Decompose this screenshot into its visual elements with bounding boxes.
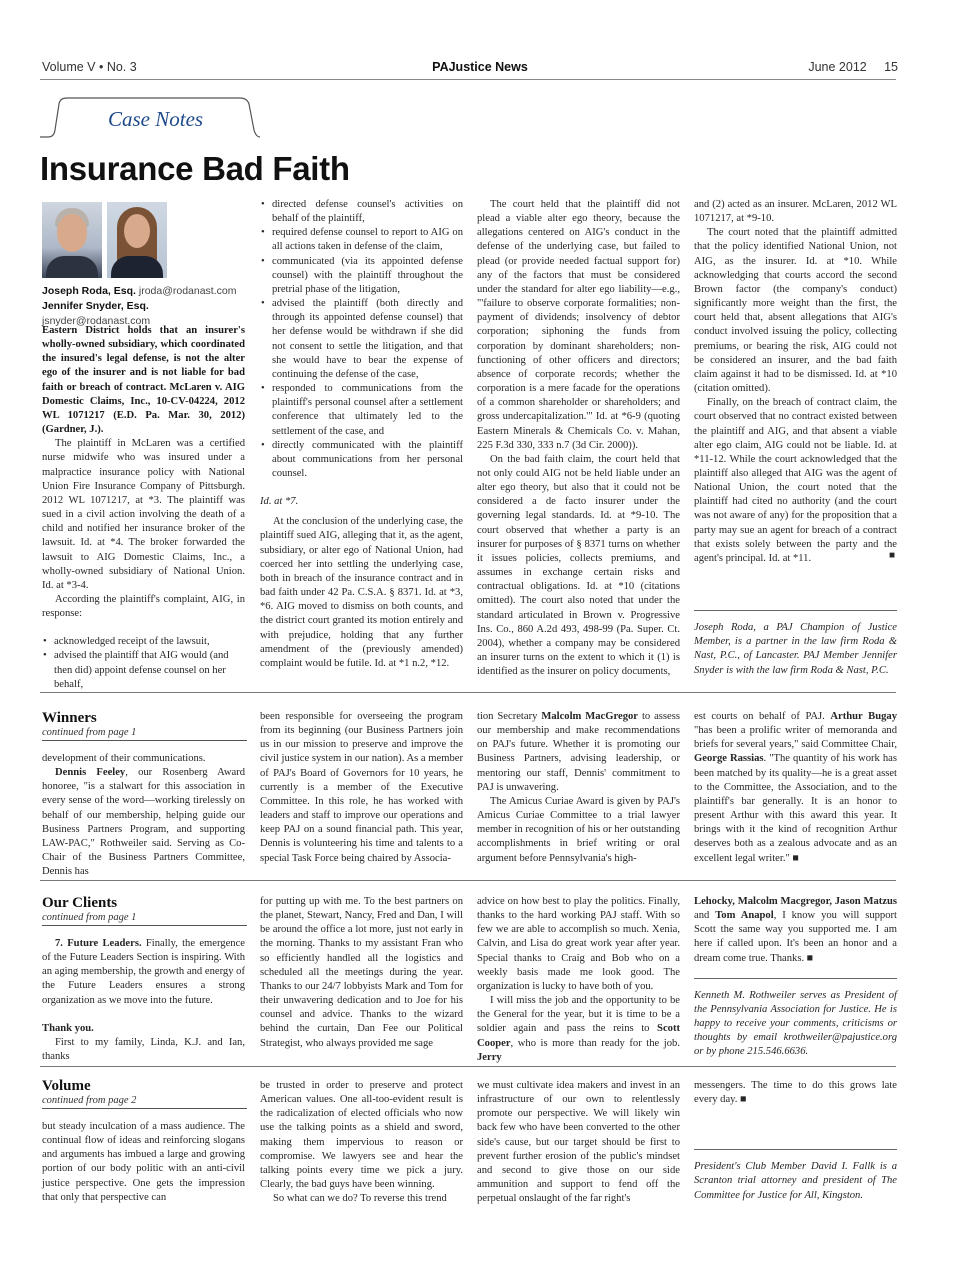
paragraph: be trusted in order to preserve and protect American values. One all-too-evident result is the radicalization of elected officials who now use the talking points as a shield and sword, making them impervious to reason or compromise. We lawyers see and hear the talking points every time we pick a jury. Clearly, the bad guys have been winning. <box>260 1080 463 1191</box>
issue-date-page: June 2012 15 <box>808 60 898 74</box>
person-name: Arthur Bugay <box>830 711 897 722</box>
bio-rule <box>694 610 897 611</box>
paragraph-text: to assess our membership and make recommendations on PAJ's future. Whether it is promoting our Business Partners, advising leadership, or mentoring our staff, Dennis' commitment to PAJ is unwavering. <box>477 711 680 793</box>
header-rule <box>40 79 896 80</box>
paragraph-text: "has been a prolific writer of memoranda and briefs for several years," said Committee Chair, <box>694 725 897 751</box>
paragraph <box>694 710 897 866</box>
author-photo-snyder <box>107 202 167 278</box>
case-notes-column-3 <box>477 198 680 679</box>
volume-column-1 <box>42 1120 245 1205</box>
winners-column-2 <box>260 710 463 866</box>
paragraph: advice on how best to play the politics. Finally, thanks to the hard working PAJ staff. With so few we are able to accomplish so much. Xenia, Calvin, and Lisa do great work year after year. Special thanks to Craig and Bob who on a weekly basis made me look good. The organization is lucky to have both of you. <box>477 896 680 992</box>
paragraph: Finally, on the breach of contract claim, the court observed that no contract existed between the plaintiff and AIG, and that absent a viable alter ego claim, AIG could not be liable. Id. at *11-12. While the court acknowledged that the plaintiff also alleged that AIG was the agent of National Union, the court noted that the plaintiff had cited no authority (and the court was not aware of any) for the proposition that a party may sue an agent for breach of a contract that exists solely between the party and the agent's principal. Id. at *11. <box>694 397 897 564</box>
paragraph: At the conclusion of the underlying case, the plaintiff sued AIG, alleging that it, as the agent, subsidiary, or alter ego of National Union, had coerced her into settling the underlying case, both in breach of the insurance contract and in bad faith under 42 Pa. C.S.A. § 8371. Id. at *3, *6. AIG moved to dismiss on both counts, and the district court granted its motion entirely and with prejudice, holding that any further amendment of the (previously amended) complaint would be futile. Id. at *1 n.2, *12. <box>260 516 463 669</box>
author-credits <box>42 284 252 329</box>
person-name: Lehocky, Malcolm Macgregor, Jason Matzus <box>694 896 897 907</box>
winners-column-4 <box>694 710 897 866</box>
paragraph-text: . "The quantity of his work has been matched by its quality—he is a great asset to the Committee, the Association, and to the plaintiff's bar generally. It is an honor to present Arthur with this award this year. It brings with it the kind of recognition Arthur deserves both as a zealous advocate and as an excellent legal writer." <box>694 753 897 864</box>
list-item: • responded to communications from the plaintiff's personal counsel after a settlement conference that ultimately led to the settlement of the case, and <box>260 382 463 439</box>
subheading: 7. Future Leaders. <box>55 938 142 949</box>
bullet-list <box>42 635 245 692</box>
paragraph: The Amicus Curiae Award is given by PAJ's Amicus Curiae Committee to a trial lawyer member in recognition of his or her outstanding accomplishments in brief writing or oral argument before Pennsylvania's high- <box>477 795 680 864</box>
section-title-clients: Our Clients <box>42 895 118 911</box>
paragraph-text: , who is more than ready for the job. <box>510 1037 680 1049</box>
bio-rule <box>694 1149 897 1150</box>
paragraph: First to my family, Linda, K.J. and Ian, thanks <box>42 1036 245 1063</box>
end-mark: ■ <box>792 852 799 864</box>
section-title-volume: Volume <box>42 1078 91 1094</box>
author-bio: Joseph Roda, a PAJ Champion of Justice Member, is a partner in the law firm Roda & Nast, P.C., of Lancaster. PAJ Member Jennifer Snyder is with the law firm Roda & Nast, P.C. <box>694 622 897 676</box>
person-name: Malcolm MacGregor <box>541 711 639 722</box>
author-bio: President's Club Member David I. Fallk is a Scranton trial attorney and president of The Committee for Justice for All, Kingston. <box>694 1161 897 1201</box>
list-item: • communicated (via its appointed defense counsel) with the plaintiff throughout the pretrial phase of the litigation, <box>260 255 463 297</box>
end-mark: ■ <box>888 550 895 561</box>
volume-column-4 <box>694 1079 897 1203</box>
paragraph <box>42 766 245 879</box>
paragraph <box>694 895 897 966</box>
list-item: • directly communicated with the plaintiff about communications from her personal counsel. <box>260 439 463 481</box>
case-notes-column-4 <box>694 198 897 678</box>
paragraph: development of their communications. <box>42 753 206 764</box>
list-item: • advised the plaintiff (both directly and through its appointed defense counsel) that her defense would be withdrawn if she did not consent to settle the litigation, and that she would have to bear the expense of continuing the defense of the case, <box>260 297 463 382</box>
paragraph: The court held that the plaintiff did not plead a viable alter ego theory, because the allegations centered on AIG's conduct in the defense of the underlying case, but failed to plead (or provide needed factual support for) any of the factors that must be considered under the standard for alter ego liability—e.g., "'failure to observe corporate formalities; non-payment of dividends; insolvency of debtor corporation; siphoning the funds from corporation by dominant shareholders; non-functioning of other officers and directors; absence of corporate records; whether the corporation is a mere facade for the operations of a common shareholder or shareholders; and gross undercapitalization.'" Id. at *6-9 (quoting Eastern Minerals & Chemicals Co. v. Mahan, 225 F.3d 330, 333 n.7 (3d Cir. 2000)). <box>477 199 680 451</box>
author-2-email[interactable]: jsnyder@rodanast.com <box>42 315 151 327</box>
paragraph: So what can we do? To reverse this trend <box>273 1193 447 1205</box>
article-title: Insurance Bad Faith <box>40 150 350 187</box>
section-divider <box>40 880 896 881</box>
case-notes-column-2 <box>260 198 463 671</box>
paragraph-text: messengers. The time to do this grows late every day. <box>694 1080 897 1106</box>
bullet-list <box>260 198 463 481</box>
author-1-email[interactable]: jroda@rodanast.com <box>138 285 237 297</box>
clients-column-3 <box>477 895 680 1065</box>
paragraph: and (2) acted as an insurer. McLaren, 2012 WL 1071217, at *9-10. <box>694 199 897 225</box>
paragraph: been responsible for overseeing the program from its beginning (our Business Partners join us in our mission to preserve and improve the civil justice system in our nation). As a member of PAJ's Board of Governors for 10 years, he currently is a member of the Executive Committee. In this role, he has worked with leaders and staff to improve our operations and keep PAJ on a sound financial path. This year, Dennis is volunteering his time and talents to a special Task Force being chaired by Associa- <box>260 711 463 864</box>
winners-column-3 <box>477 710 680 866</box>
continued-label[interactable]: continued from page 1 <box>42 912 247 926</box>
person-name: Jerry <box>477 1051 502 1063</box>
list-item: • acknowledged receipt of the lawsuit, <box>42 635 245 649</box>
paragraph <box>477 994 680 1065</box>
paragraph <box>42 937 245 1008</box>
list-item: • advised the plaintiff that AIG would (and then did) appoint defense counsel on her behalf, <box>42 649 245 691</box>
paragraph-text: I will miss the job and the opportunity to be the General for the year, but it is time to be a soldier again and pass the reins to <box>477 995 680 1035</box>
issue-volume: Volume V • No. 3 <box>42 60 137 74</box>
section-divider <box>40 1066 896 1067</box>
paragraph <box>694 1079 897 1107</box>
clients-column-4 <box>694 895 897 1060</box>
volume-column-3 <box>477 1079 680 1206</box>
person-name: George Rassias <box>694 753 764 765</box>
paragraph: but steady inculcation of a mass audience. The continual flow of ideas and reinforcing slogans and arguments has imbued a large and growing portion of our body politic with an anti-civil justice perspective. One gets the impression that only that perspective can <box>42 1121 245 1203</box>
continued-label[interactable]: continued from page 1 <box>42 727 247 741</box>
clients-column-2 <box>260 895 463 1051</box>
paragraph: According the plaintiff's complaint, AIG, in response: <box>42 593 245 620</box>
section-title-winners: Winners <box>42 710 97 726</box>
winners-column-1 <box>42 752 245 879</box>
paragraph: we must cultivate idea makers and invest in an infrastructure of our own to relentlessly promote our perspective. We will likely win back few who have been converted to the other side's cause, but our target should be first to prevent further erosion of the public's mindset and second to give those on our side ammunition and support to fend off the perpetual onslaught of the far right's <box>477 1080 680 1205</box>
person-name: Scott Cooper <box>477 1023 680 1049</box>
paragraph <box>477 710 680 795</box>
end-mark: ■ <box>806 952 814 964</box>
publication-name: PAJustice News <box>432 60 528 74</box>
list-item: • directed defense counsel's activities on behalf of the plaintiff, <box>260 198 463 226</box>
paragraph: On the bad faith claim, the court held that not only could AIG not be held liable under an alter ego theory, but also that it could not be considered a de facto insurer under the governing legal standards. Id. at *9-10. The court observed that whether a party is an insurer for purposes of § 8371 turns on whether it issues policies, collects premiums, and assumes in exchange certain risks and contractual obligations. Id. at *10 (citations omitted). The court also noted that under the standard articulated in Brown v. Progressive Ins. Co., 860 A.2d 493, 498-99 (Pa. Super. Ct. 2004), whether a company may be considered an insurer turns on the extent to which it (1) is identified as the insurer on policy documents, <box>477 453 680 678</box>
paragraph-text: , our Rosenberg Award honoree, "is a stalwart for this association in every sense of the word—working tirelessly on behalf of our membership, helping guide our Business Partners Program, and supporting LAW-PAC," Rothweiler said. Serving as Co-Chair of the Business Partners Committee, Dennis has <box>42 767 245 878</box>
case-headnote: Eastern District holds that an insurer's wholly-owned subsidiary, which coordinated the insured's legal defense, is not the alter ego of the insurer and is not liable for bad faith or breach of contract. McLaren v. AIG Domestic Claims, Inc., 10-CV-04224, 2012 WL 1071217 (E.D. Pa. Mar. 30, 2012) (Gardner, J.). <box>42 325 245 436</box>
list-item: • required defense counsel to report to AIG on all actions taken in defense of the claim, <box>260 226 463 254</box>
paragraph: for putting up with me. To the best partners on the planet, Stewart, Nancy, Fred and Dan, I will be around the office a lot more, just not early in the morning. Thanks to my assistant Fran who so efficiently handled all the logistics and scheduled all the meetings during the year. Thanks to our 24/7 lobbyists Mark and Tom for their unwavering dedication and to Joe for his counsel and advice. Thanks to the wizard behind the curtain, Dan Fee our Political Strategist, who always provided me sage <box>260 896 463 1049</box>
end-mark: ■ <box>740 1094 747 1106</box>
citation: Id. at *7. <box>260 496 299 508</box>
case-notes-column-1 <box>42 324 245 692</box>
paragraph: The plaintiff in McLaren was a certified nurse midwife who was insured under a malpractice insurance policy with National Union Fire Insurance Company of Pittsburgh. 2012 WL 1071217, at *3. The plaintiff was sued in a civil action involving the death of a child and notified her insurance broker of the lawsuit. Id. at *4. The broker forwarded the lawsuit to AIG Domestic Claims, Inc., a wholly-owned subsidiary of National Union. Id. at *3-4. <box>42 438 245 591</box>
continued-label[interactable]: continued from page 2 <box>42 1095 247 1109</box>
paragraph-text: and <box>694 910 716 922</box>
volume-column-2 <box>260 1079 463 1206</box>
author-photo-roda <box>42 202 102 278</box>
section-divider <box>40 692 896 693</box>
paragraph-text: tion Secretary <box>477 711 542 722</box>
subheading-text: Thank you. <box>42 1022 94 1034</box>
person-name: Tom Anapol <box>715 910 774 922</box>
paragraph-text: est courts on behalf of PAJ. <box>694 711 831 722</box>
paragraph: The court noted that the plaintiff admitted that the policy identified National Union, not AIG, as the insurer. Id. at *10. While acknowledging that courts accord the second Brown factor (the company's conduct) significantly more weight than the first, the court held that, absent allegations that AIG's conduct involved issuing the policy, collecting premiums, or bearing the risk, AIG could not be considered an insurer, and the bad faith claim against it had to be dismissed. Id. at *10 (citation omitted). <box>694 227 897 395</box>
author-2-name: Jennifer Snyder, Esq. <box>42 300 149 312</box>
clients-column-1 <box>42 937 245 1064</box>
subheading <box>42 1022 245 1036</box>
paragraph-text: Finally, the emergence of the Future Leaders Section is inspiring. With an aging membership, the growth and energy of the Future Leaders ensures a strong organization as we move into the future. <box>42 938 246 1006</box>
bio-rule <box>694 978 897 979</box>
person-name: Dennis Feeley <box>55 767 126 779</box>
author-1-name: Joseph Roda, Esq. <box>42 285 136 297</box>
author-bio: Kenneth M. Rothweiler serves as President of the Pennsylvania Association for Justice. He is happy to receive your comments, criticisms or thoughts by email krothweiler@pajustice.org or by phone 215.546.6636. <box>694 989 897 1058</box>
paragraph-text: , I know you will support Scott the same way you supported me. I am here if called upon. It's been an honor and a dream come true. Thanks. <box>694 910 897 964</box>
section-tab-label: Case Notes <box>108 107 204 131</box>
